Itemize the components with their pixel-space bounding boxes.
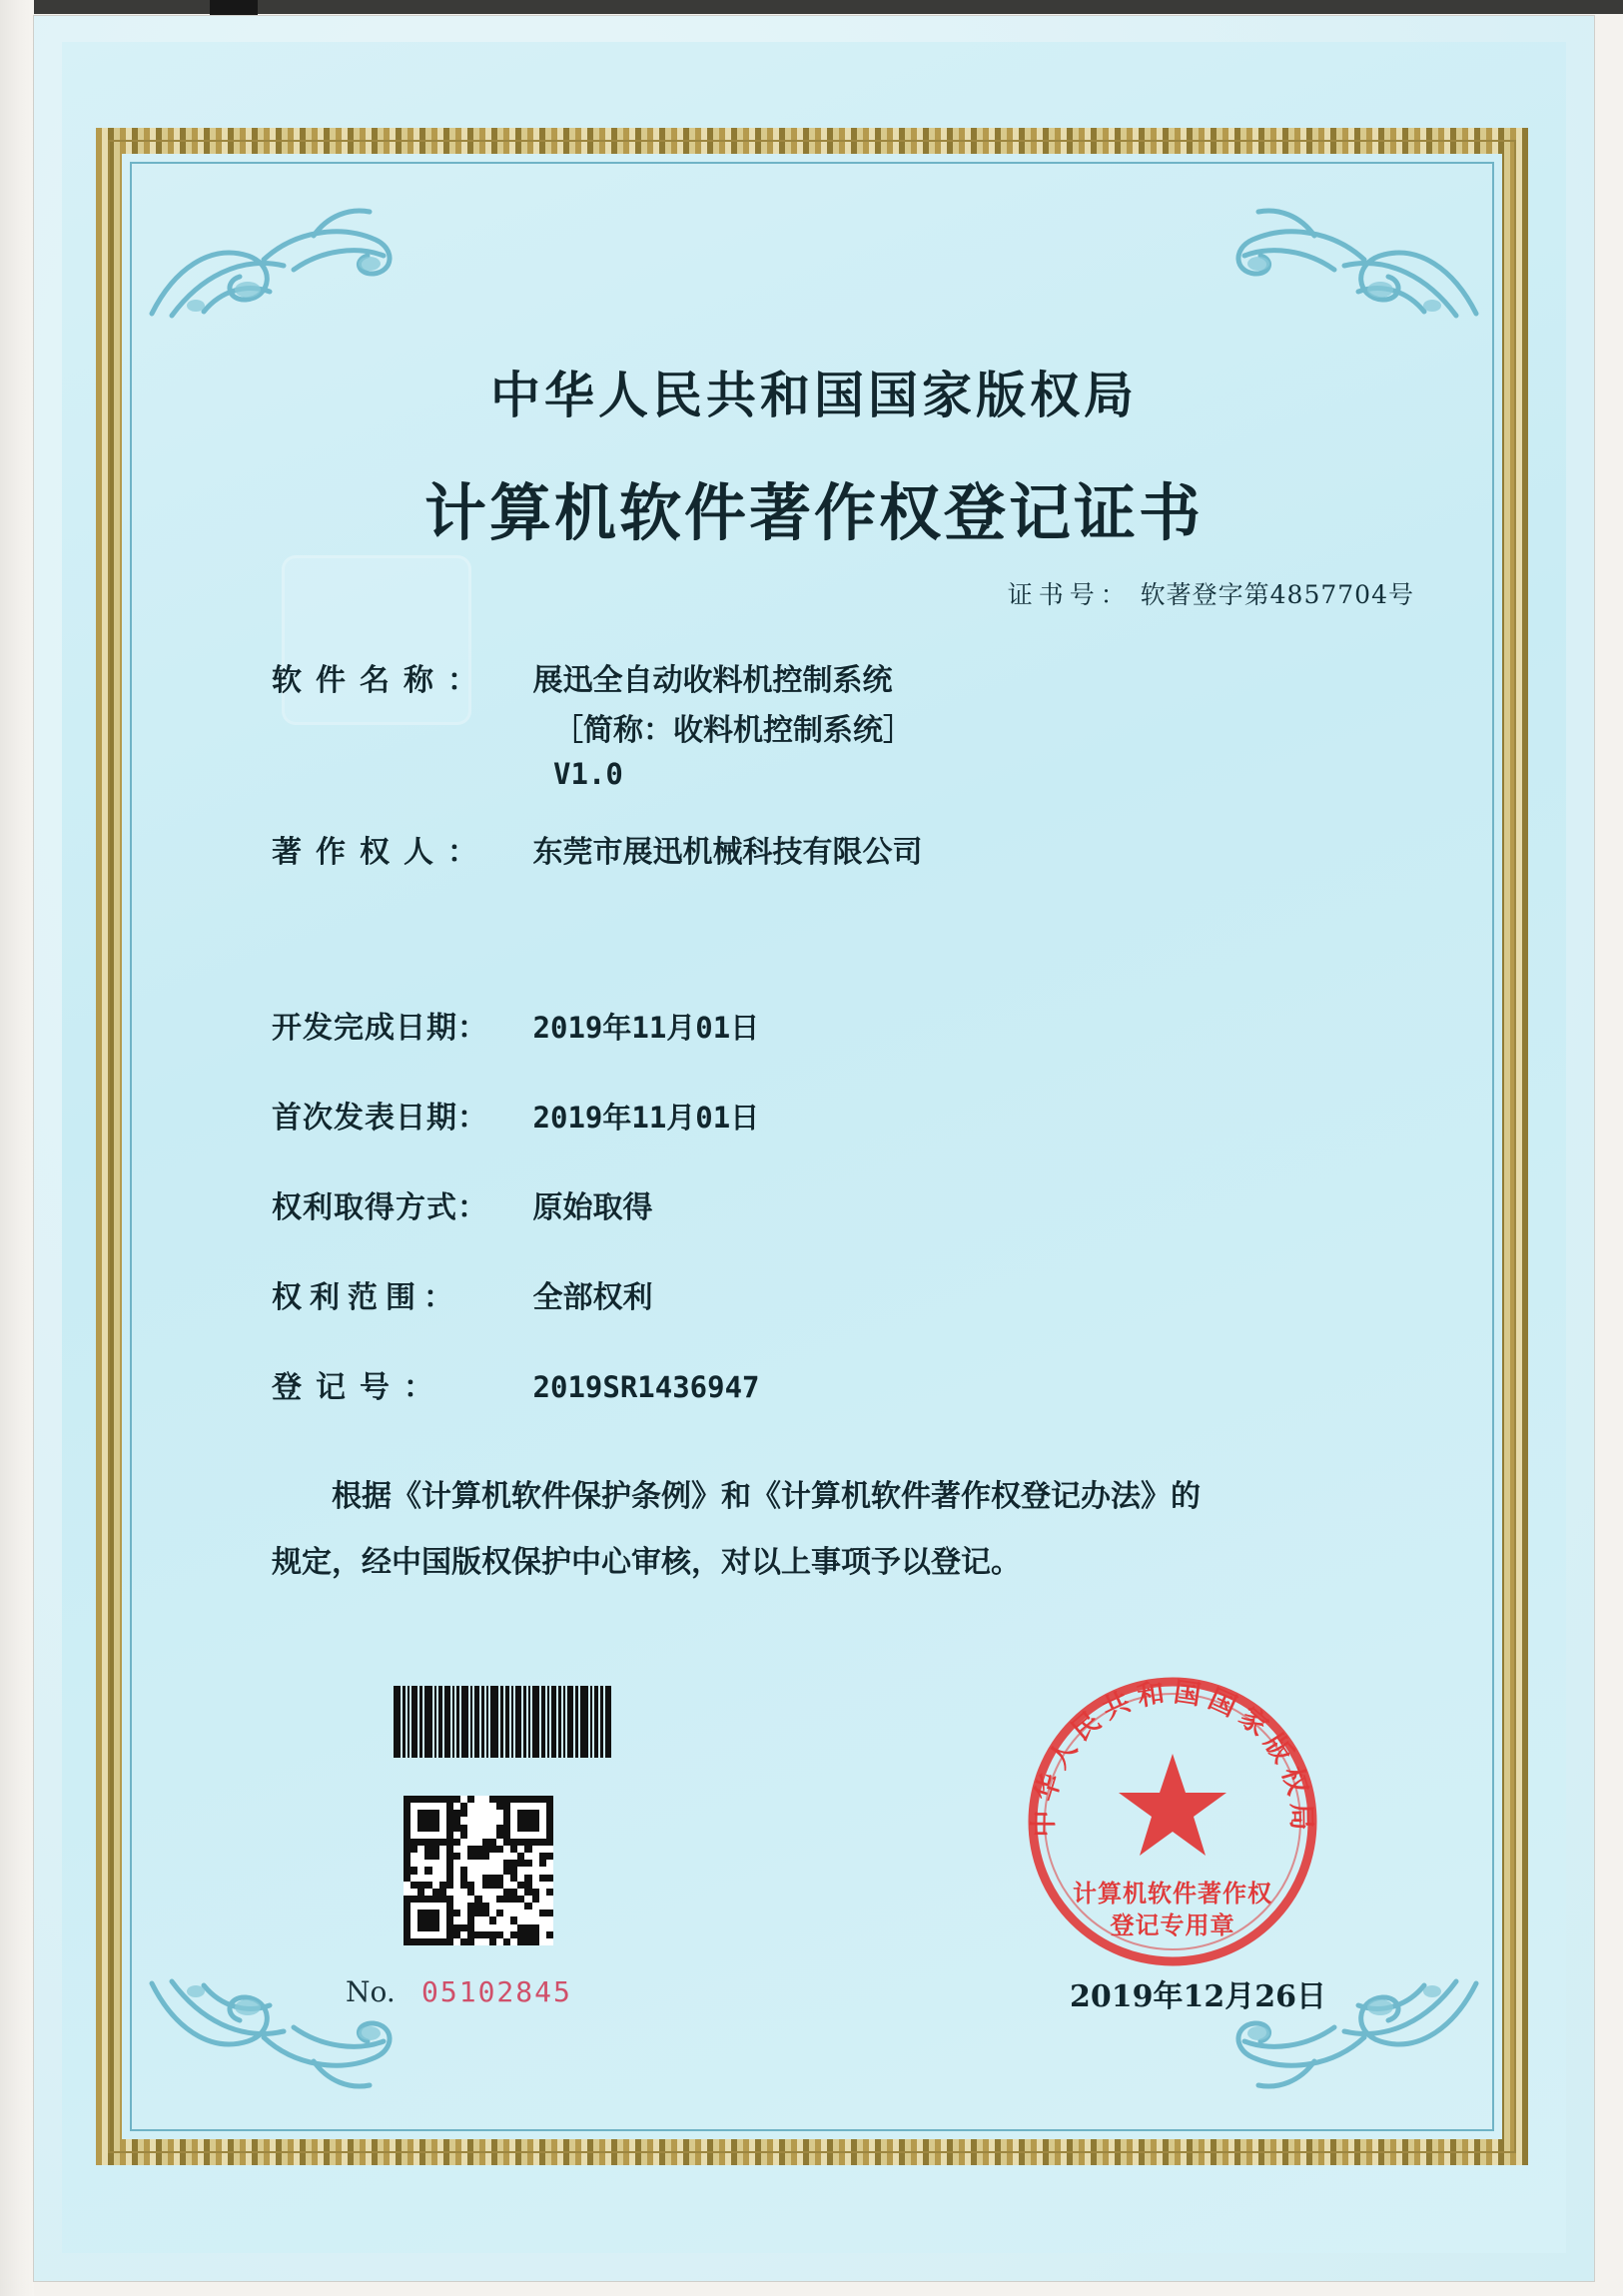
svg-text:计算机软件著作权: 计算机软件著作权 — [1073, 1879, 1272, 1908]
field-dev-date-label: 开发完成日期： — [272, 1011, 488, 1046]
serial-value: 05102845 — [421, 1975, 572, 2008]
official-seal — [1013, 1662, 1332, 1981]
field-publish-date — [272, 1093, 759, 1137]
field-registration-number-label: 登记号： — [272, 1370, 447, 1405]
certificate-number — [1008, 575, 1414, 611]
field-rights-scope-label: 权利范围： — [272, 1280, 461, 1315]
certificate-number-label: 证书号： — [1007, 580, 1132, 609]
corner-flourish-icon — [1224, 174, 1484, 324]
field-software-short-name: ［简称：收料机控制系统］ — [553, 713, 913, 748]
barcode — [394, 1686, 635, 1758]
issue-date: 2019年12月26日 — [1070, 1979, 1326, 2014]
svg-text:中华人民共和国国家版权局: 中华人民共和国国家版权局 — [1028, 1677, 1317, 1838]
qr-code — [404, 1796, 553, 1945]
field-publish-date-value: 2019年11月01日 — [532, 1101, 760, 1135]
embossed-watermark — [282, 555, 471, 725]
field-software-name — [272, 655, 893, 699]
certificate-number-value: 软著登字第4857704号 — [1140, 580, 1414, 609]
field-owner-label: 著作权人： — [272, 835, 491, 870]
certificate-sheet — [34, 16, 1594, 2281]
field-acquire-method-value: 原始取得 — [532, 1190, 653, 1225]
field-registration-number-value: 2019SR1436947 — [532, 1370, 760, 1404]
field-dev-date — [272, 1003, 759, 1047]
statement-line-1: 根据《计算机软件保护条例》和《计算机软件著作权登记办法》的 — [332, 1479, 1201, 1514]
field-software-version: V1.0 — [553, 757, 623, 791]
field-acquire-method-label: 权利取得方式： — [272, 1190, 488, 1225]
issuer-title: 中华人民共和国国家版权局 — [490, 366, 1138, 424]
field-dev-date-value: 2019年11月01日 — [532, 1011, 760, 1045]
field-owner — [272, 827, 923, 871]
field-software-name-label: 软件名称： — [272, 663, 491, 698]
field-owner-value: 东莞市展迅机械科技有限公司 — [532, 835, 923, 870]
svg-text:登记专用章: 登记专用章 — [1110, 1911, 1235, 1939]
scanner-edge-left — [0, 0, 34, 2296]
field-registration-number — [272, 1362, 760, 1406]
field-rights-scope-value: 全部权利 — [532, 1280, 653, 1315]
corner-flourish-icon — [144, 174, 404, 324]
field-software-name-value: 展迅全自动收料机控制系统 — [532, 663, 893, 698]
field-acquire-method — [272, 1182, 653, 1226]
certificate-title: 计算机软件著作权登记证书 — [423, 476, 1204, 549]
field-publish-date-label: 首次发表日期： — [272, 1101, 488, 1136]
statement-line-2: 规定，经中国版权保护中心审核，对以上事项予以登记。 — [272, 1545, 1021, 1580]
scanner-notch — [210, 0, 258, 16]
field-rights-scope — [272, 1272, 653, 1316]
serial-label: No. — [346, 1975, 396, 2008]
